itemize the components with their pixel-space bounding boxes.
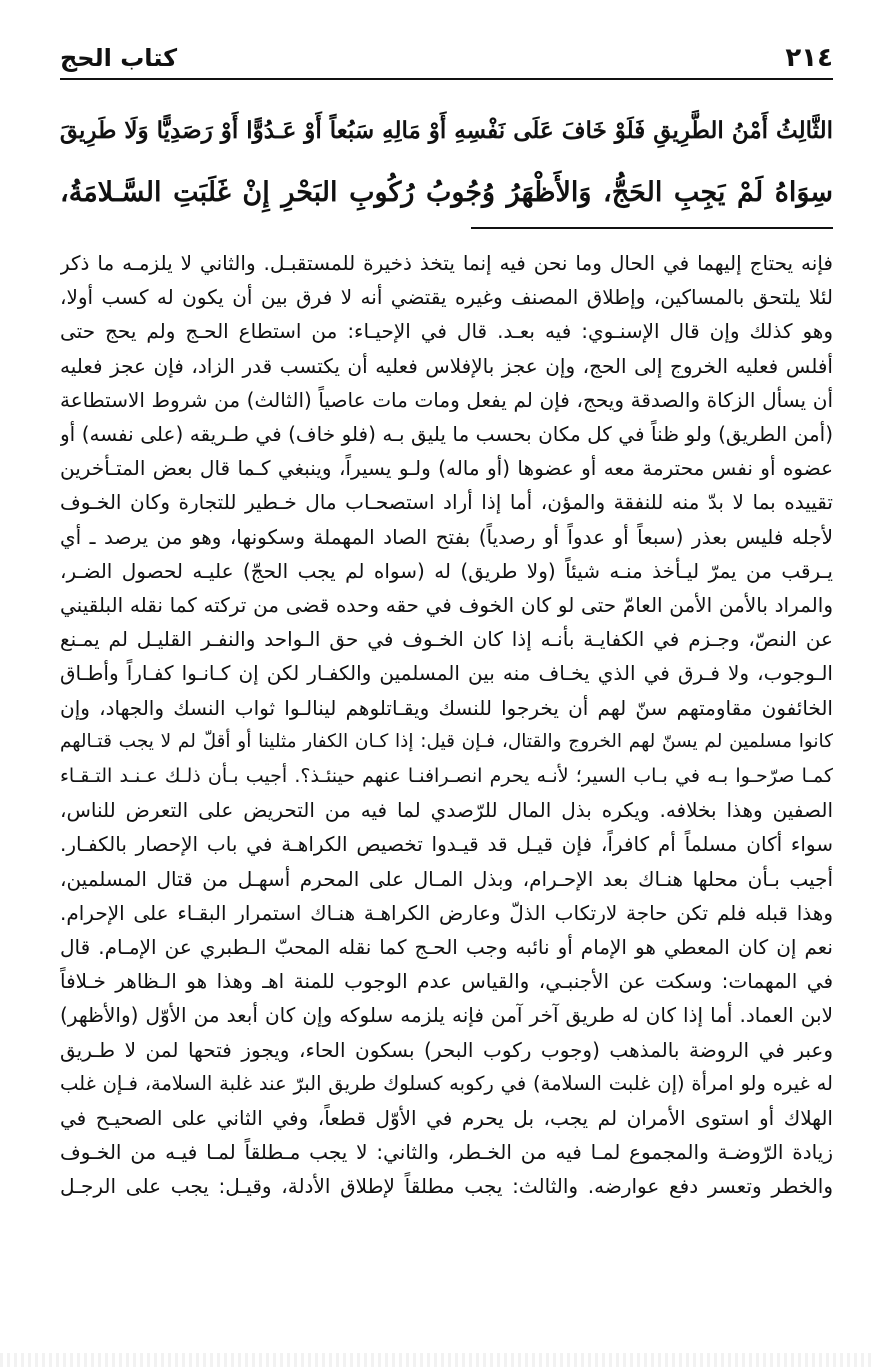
commentary-line: له غيره ولو امرأة (إن غلبت السلامة) في ركوبه كسلوك طريق البرّ عند غلبة السلامة، فـإن غلب xyxy=(60,1071,833,1095)
commentary-line: أن يسأل الزكاة والصدقة ويحج، فإن لم يفعل ومات مات عاصياً (الثالث) من شروط الاستطاعة xyxy=(60,387,833,412)
commentary-line: كمـا صرّحـوا بـه في بـاب السير؛ لأنـه يحرم انصـرافنـا عنهم حينئـذ؟. أجيب بـأن ذلـك عـنـد التـقـاء xyxy=(60,765,833,788)
commentary-line: عضوه أو نفس محترمة معه أو عضوها (أو ماله) ولـو يسيراً، وينبغي كـما قال بعض المتـأخرين xyxy=(60,456,833,481)
commentary-line: والخطر وتعسر دفع عوارضه. والثالث: يجب مطلقاً لإطلاق الأدلة، وقيـل: يجب على الرجـل xyxy=(60,1174,833,1199)
commentary-line: لابن العماد. أما إذا كان له طريق آخر آمن فإنه يلزمه سلوكه وإن كان أبعد من الأوّل (والأظهر) xyxy=(60,1003,833,1028)
main-text xyxy=(60,100,833,224)
commentary-line: الـوجوب، ولا فـرق في الذي يخـاف منه بين المسلمين والكفـار لكن إن كـانـوا كفـاراً وأطـاق xyxy=(60,661,833,686)
running-header xyxy=(60,38,833,80)
commentary-line: زيادة الرّوضـة والمجموع لمـا فيه من الخـطر، والثاني: لا يجب مـطلقاً لمـا فيـه من الخـوف xyxy=(60,1140,833,1165)
commentary-line: نعم إن كان المعطي هو الإمام أو نائبه وجب الحـج كما نقله المحبّ الـطبري عن الإمـام. قال xyxy=(60,935,833,960)
commentary-line: الصفين وهذا بخلافه. ويكره بذل المال للرّصدي لما فيه من التحريض على التعرض للناس، xyxy=(60,798,833,823)
commentary-line: في المهمات: وسكت عن الأجنبـي، والقياس عدم الوجوب للمنة اهـ وهذا هو الـظاهر خـلافاً xyxy=(60,969,833,994)
commentary-line: لئلا يلتحق بالمساكين، وإطلاق المصنف وغيره يقتضي أنه لا فرق بين أن يكون له كسب أولا، xyxy=(60,285,833,310)
commentary-line: (أمن الطريق) ولو ظناً في كل مكان بحسب ما يليق بـه (فلو خاف) في طـريقه (على نفسه) أو xyxy=(60,422,833,447)
commentary-line: الهلاك أو استوى الأمران لم يجب، بل يحرم في الأوّل قطعاً، وفي الثاني على الصحيـح في xyxy=(60,1106,833,1131)
commentary-line: تقييده بما لا بدّ منه للنفقة والمؤن، أما إذا أراد استصحـاب مال خـطير للتجارة وكان الخـوف xyxy=(60,490,833,515)
main-text-line: الثَّالِثُ أَمْنُ الطَّرِيقِ فَلَوْ خَافَ عَلَى نَفْسِهِ أَوْ مَالِهِ سَبُعاً أَوْ عَـدُوًّا أَوْ رَصَدِيًّا وَلَا طَرِيقَ xyxy=(60,117,833,144)
commentary-text xyxy=(60,246,833,1204)
commentary-line: وهو كذلك وإن قال الإسنـوي: فيه بعـد. قال في الإحيـاء: من استطاع الحـج ولم يحج حتى xyxy=(60,319,833,344)
commentary-line: وعبر في الروضة بالمذهب (وجوب ركوب البحر) بسكون الحاء، ويجوز فتحها لمن لا طـريق xyxy=(60,1037,833,1062)
page-number: ٢١٤ xyxy=(785,43,833,73)
commentary-line: يـرقب من يمرّ ليـأخذ منـه شيئاً (ولا طريق) له (سواه لم يجب الحجّ) عليـه لحصول الضـر، xyxy=(60,558,833,583)
book-title: كتاب الحج xyxy=(60,44,178,72)
scan-edge xyxy=(0,1353,873,1367)
commentary-line: عن النصّ، وجـزم في الكفايـة بأنـه إذا كان الخـوف في حق الـواحد والنفـر القليـل لم يمـنع xyxy=(60,627,833,652)
commentary-line: والمراد بالأمن الأمن العامّ حتى لو كان الخوف في حقه وحده قضى من تركته كما نقله البلقيني xyxy=(60,593,833,618)
commentary-line: الخائفون مقاومتهم سنّ لهم أن يخرجوا للنسك ويقـاتلوهم لينالـوا ثواب النسك والجهاد، وإن xyxy=(60,695,833,720)
main-text-line: سِوَاهُ لَمْ يَجِبِ الحَجُّ، وَالأَظْهَرُ وُجُوبُ رُكُوبِ البَحْرِ إِنْ غَلَبَتِ السَّـلامَةُ، xyxy=(60,177,833,208)
commentary-line: سواء أكان مسلماً أم كافراً، فإن قيـل قد قيـدوا تخصيص الكراهـة في باب الإحصار بالكفـار. xyxy=(60,832,833,857)
commentary-line: أفلس فعليه الخروج إلى الحج، وإن عجز بالإفلاس فعليه أن يكتسب قدر الزاد، فإن عجز فعليه xyxy=(60,353,833,378)
commentary-line: كانوا مسلمين لم يسنّ لهم الخروج والقتال، فـإن قيل: إذا كـان الكفار مثلينا أو أقلّ لم لا يجب قتـالهم xyxy=(60,730,833,752)
commentary-line: وهذا قبله فلم تكن حاجة لارتكاب الذلّ وعارض الكراهـة هنـاك استمرار البقـاء على الإحرام. xyxy=(60,900,833,925)
commentary-line: فإنه يحتاج إليهما في الحال وما نحن فيه إنما يتخذ ذخيرة للمستقبـل. والثاني لا يلزمـه ما ذكر xyxy=(60,251,833,275)
separator-rule xyxy=(471,227,833,229)
commentary-line: أجيب بـأن محلها هنـاك بعد الإحـرام، وبذل المـال على المحرم أسهـل من قتال المسلمين، xyxy=(60,866,833,891)
commentary-line: لأجله فليس بعذر (سبعاً أو عدواً أو رصدياً) بفتح الصاد المهملة وسكونها، وهو من يرصد ـ أي xyxy=(60,524,833,549)
